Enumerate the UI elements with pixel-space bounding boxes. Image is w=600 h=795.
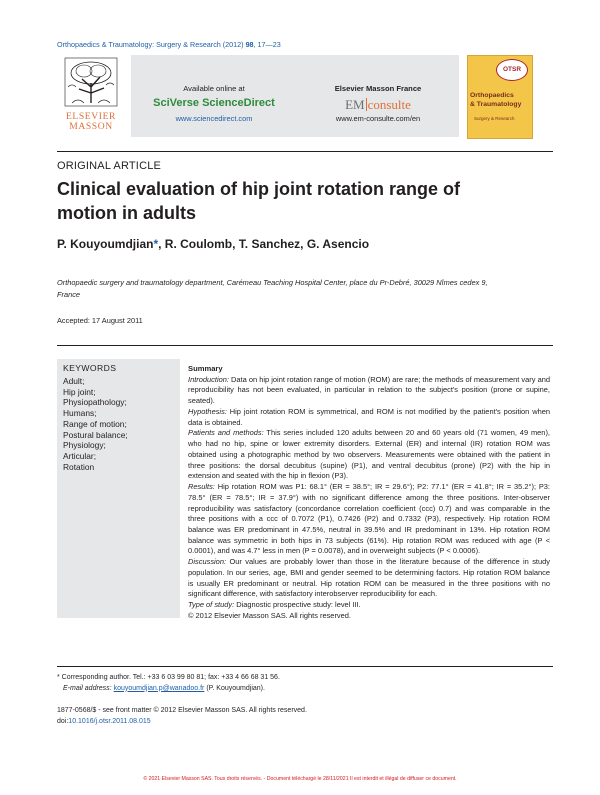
download-notice: © 2021 Elsevier Masson SAS. Tous droits réservés. - Document téléchargé le 28/11/2021 Il est interdit et illégal de diffuser ce document. (143, 776, 457, 782)
keywords-list (63, 376, 175, 472)
keyword-item: Physiopathology; (63, 397, 127, 408)
masson-wordmark: MASSON (69, 121, 113, 132)
doi-link[interactable]: 10.1016/j.otsr.2011.08.015 (68, 717, 151, 725)
elsevier-wordmark: ELSEVIER (65, 111, 117, 122)
keywords-heading: KEYWORDS (63, 363, 117, 373)
elsevier-tree-logo-icon (64, 57, 118, 107)
keyword-item: Humans; (63, 408, 97, 419)
keyword-item: Range of motion; (63, 418, 127, 429)
article-title: Clinical evaluation of hip joint rotation range of motion in adults (57, 179, 461, 223)
corresponding-author-link[interactable]: * (153, 237, 159, 251)
abstract-study-type: Type of study: Diagnostic prospective study: level III. (188, 600, 361, 610)
accepted-date: Accepted: 17 August 2011 (57, 316, 143, 325)
abstract-introduction: Introduction: Data on hip joint rotation range of motion (ROM) are rare; the methods of measurement vary and reproducibility has not been evaluated, in particular in relation to the subject's position (prone or supine, seated). (188, 374, 550, 406)
cover-subtitle: Surgery & Research (474, 116, 515, 121)
issn-line: 1877-0568/$ - see front matter © 2012 Elsevier Masson SAS. All rights reserved. (57, 707, 307, 714)
cover-title-line2: & Traumatology (470, 101, 522, 108)
available-online-label: Available online at (183, 84, 245, 93)
sciverse-sciencedirect-logo: SciVerse ScienceDirect (153, 97, 275, 109)
affiliation: Orthopaedic surgery and traumatology department, Carémeau Teaching Hospital Center, place du Pr-Debré, 30029 Nîmes cedex 9, France (57, 278, 488, 299)
keyword-item: Rotation (63, 461, 95, 472)
em-consulte-link[interactable]: www.em-consulte.com/en (335, 114, 421, 123)
em-consulte-logo: EM consulte (345, 97, 411, 112)
abstract-results: Results: Hip rotation ROM was P1: 68.1° (ER = 38.5°; IR = 29.6°); P2: 77.1° (ER = 41.8°; IR = 35.2°); P3: 78.5° (ER = 78.5°; IR = 37.9°) with no significant difference among the three positions. Inter-observer reproducibility was satisfactory (concordance correlation coefficient (ccc) 0.7) and was comparable in the three positions with a ccc of 0.7072 (P1), 0.7426 (P2) and 0.7332 (P3), respectively. Hip rotation ROM balance was ER predominant in 47.5%, neutral in 39.5% and IR predominant in 13%. Hip rotation ROM balance was symmetric in both hips in 73 subjects (61%). Hip rotation ROM was reduced with age (P < 0.0001), and was 4.7° less in men (P = 0.0078), and in overweight subjects (P < 0.0006). (188, 482, 550, 556)
keyword-item: Postural balance; (63, 429, 128, 440)
author-email-link[interactable]: kouyoumdjian.p@wanadoo.fr (113, 684, 205, 692)
abstract-discussion: Discussion: Our values are probably lower than those in the literature because of the difference in study population. In our series, age, BMI and gender seemed to be determining factors. Hip rotation ROM balance is usually ER predominant or neutral. Hip rotation ROM can be measured in the three positions with no significant difference, with satisfactory interobserver reproducibility for each. (188, 557, 550, 599)
keyword-item: Hip joint; (63, 386, 96, 397)
author-list: P. Kouyoumdjian*, R. Coulomb, T. Sanchez, G. Asencio (57, 237, 370, 251)
summary-heading: Summary (188, 364, 223, 373)
elsevier-masson-france-label: Elsevier Masson France (334, 84, 422, 93)
footnote-divider (57, 666, 553, 667)
keyword-item: Adult; (63, 376, 85, 386)
otsr-logo: OTSR (496, 59, 528, 81)
journal-reference[interactable]: Orthopaedics & Traumatology: Surgery & Research (2012) 98, 17—23 (57, 40, 281, 49)
keyword-item: Articular; (63, 450, 97, 461)
abstract-methods: Patients and methods: This series included 120 adults between 20 and 60 years old (71 women, 49 men), who had no hip, spine or lower extremity disorders. External (ER) and internal (IR) rotation ROM was obtained using a photographic method by two observers. Measurements were obtained with the patient in three positions: the dorsal decubitus (supine) (P1), and ventral decubitus (prone) (P2) with the hip in extension and seated with the hip in flexion (P3). (188, 428, 550, 481)
keyword-item: Physiology; (63, 440, 106, 451)
issn-doi-block: 1877-0568/$ - see front matter © 2012 Elsevier Masson SAS. All rights reserved. doi:10.1016/j.otsr.2011.08.015 (57, 706, 457, 727)
corresponding-author-footnote: * Corresponding author. Tel.: +33 6 03 99 80 81; fax: +33 4 66 68 31 56. E-mail address: kouyoumdjian.p@wanadoo.fr (P. Kouyoumdjian). (57, 674, 280, 692)
publisher-header-panel (131, 55, 459, 137)
cover-title-line1: Orthopaedics (470, 92, 514, 99)
heading-divider (57, 345, 553, 346)
abstract-hypothesis: Hypothesis: Hip joint rotation ROM is symmetrical, and ROM is not modified by the patient's position when data is obtained. (188, 406, 550, 427)
article-type: ORIGINAL ARTICLE (57, 160, 162, 172)
abstract-copyright: © 2012 Elsevier Masson SAS. All rights reserved. (188, 610, 351, 620)
sciencedirect-link[interactable]: www.sciencedirect.com (175, 114, 253, 123)
abstract (188, 364, 550, 622)
header-divider (57, 151, 553, 152)
